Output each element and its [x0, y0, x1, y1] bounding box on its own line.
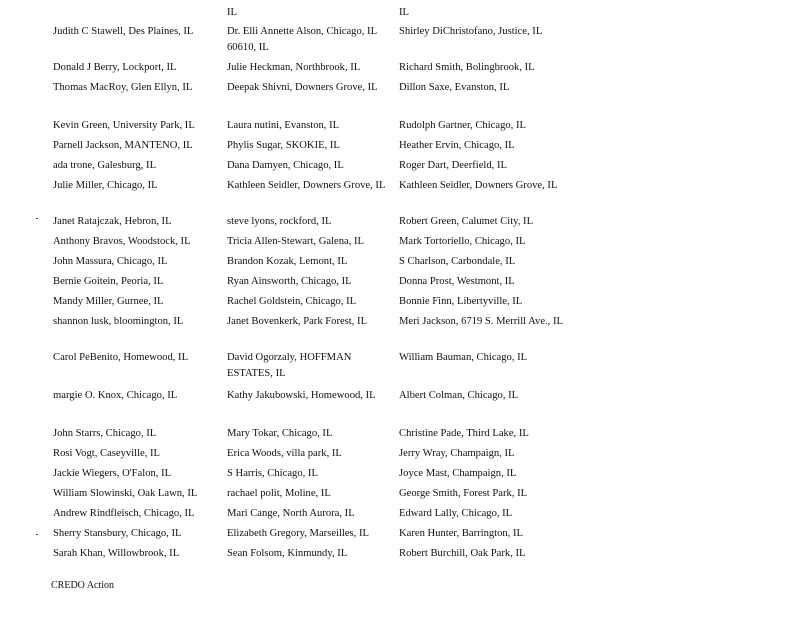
table-cell: Rudolph Gartner, Chicago, IL [399, 120, 526, 131]
table-cell: Elizabeth Gregory, Marseilles, IL [227, 528, 369, 539]
table-cell: Sarah Khan, Willowbrook, IL [53, 548, 180, 559]
table-cell: Albert Colman, Chicago, IL [399, 390, 519, 401]
table-cell: shannon lusk, bloomington, IL [53, 316, 184, 327]
table-cell: George Smith, Forest Park, IL [399, 488, 528, 499]
table-cell: steve lyons, rockford, IL [227, 216, 332, 227]
table-cell: Janet Ratajczak, Hebron, IL [53, 216, 172, 227]
table-cell: Brandon Kozak, Lemont, IL [227, 256, 348, 267]
table-cell: IL [399, 7, 409, 18]
table-cell: Kevin Green, University Park, IL [53, 120, 195, 131]
table-cell: Richard Smith, Bolingbrook, IL [399, 62, 535, 73]
table-cell: Judith C Stawell, Des Plaines, IL [53, 26, 194, 37]
table-cell: rachael polit, Moline, IL [227, 488, 331, 499]
table-cell: Anthony Bravos, Woodstock, IL [53, 236, 191, 247]
table-cell: Bernie Goitein, Peoria, IL [53, 276, 164, 287]
table-cell: Jackie Wiegers, O'Falon, IL [53, 468, 172, 479]
table-cell: Ryan Ainsworth, Chicago, IL [227, 276, 352, 287]
table-cell: IL [227, 7, 237, 18]
table-cell: Karen Hunter, Barrington, IL [399, 528, 524, 539]
table-cell: Donna Prost, Westmont, IL [399, 276, 515, 287]
table-cell: S Charlson, Carbondale, IL [399, 256, 516, 267]
table-cell: Phylis Sugar, SKOKIE, IL [227, 140, 340, 151]
table-cell: margie O. Knox, Chicago, IL [53, 390, 178, 401]
table-cell: Sean Folsom, Kinmundy, IL [227, 548, 348, 559]
table-cell: Shirley DiChristofano, Justice, IL [399, 26, 543, 37]
table-cell: Mari Cange, North Aurora, IL [227, 508, 355, 519]
table-cell: Kathleen Seidler, Downers Grove, IL [227, 180, 386, 191]
table-cell: Dr. Elli Annette Alson, Chicago, IL 60610, IL [227, 26, 377, 53]
table-cell: Jerry Wray, Champaign, IL [399, 448, 515, 459]
table-cell: Dana Damyen, Chicago, IL [227, 160, 344, 171]
table-cell: Kathleen Seidler, Downers Grove, IL [399, 180, 558, 191]
table-cell: Christine Pade, Third Lake, IL [399, 428, 529, 439]
table-cell: Julie Heckman, Northbrook, IL [227, 62, 361, 73]
table-cell: Carol PeBenito, Homewood, IL [53, 352, 189, 363]
table-cell: Tricia Allen-Stewart, Galena, IL [227, 236, 364, 247]
table-cell: Donald J Berry, Lockport, IL [53, 62, 177, 73]
table-cell: Heather Ervin, Chicago, IL [399, 140, 515, 151]
table-cell: Roger Dart, Deerfield, IL [399, 160, 507, 171]
table-cell: Dillon Saxe, Evanston, IL [399, 82, 510, 93]
table-cell: Joyce Mast, Champaign, IL [399, 468, 517, 479]
table-cell: Julie Miller, Chicago, IL [53, 180, 158, 191]
table-cell: Meri Jackson, 6719 S. Merrill Ave., IL [399, 316, 563, 327]
table-cell: Edward Lally, Chicago, IL [399, 508, 513, 519]
table-cell: Kathy Jakubowski, Homewood, IL [227, 390, 376, 401]
margin-mark [36, 218, 38, 219]
table-cell: John Massura, Chicago, IL [53, 256, 168, 267]
table-cell: William Slowinski, Oak Lawn, IL [53, 488, 198, 499]
table-cell: Robert Green, Calumet City, IL [399, 216, 534, 227]
table-cell: William Bauman, Chicago, IL [399, 352, 528, 363]
table-cell: S Harris, Chicago, IL [227, 468, 318, 479]
table-cell: Sherry Stansbury, Chicago, IL [53, 528, 182, 539]
table-cell: Bonnie Finn, Libertyville, IL [399, 296, 523, 307]
table-cell: Andrew Rindfleisch, Chicago, IL [53, 508, 195, 519]
footer-text: CREDO Action [51, 580, 115, 591]
table-cell: Thomas MacRoy, Glen Ellyn, IL [53, 82, 193, 93]
table-cell: Janet Bovenkerk, Park Forest, IL [227, 316, 368, 327]
table-cell: Erica Woods, villa park, IL [227, 448, 342, 459]
table-cell: Rachel Goldstein, Chicago, IL [227, 296, 357, 307]
table-cell: Parnell Jackson, MANTENO, IL [53, 140, 193, 151]
table-cell: Rosi Vogt, Caseyville, IL [53, 448, 161, 459]
table-cell: Mandy Miller, Gurnee, IL [53, 296, 164, 307]
table-cell: ada trone, Galesburg, IL [53, 160, 157, 171]
margin-mark [36, 534, 38, 535]
table-cell: Laura nutini, Evanston, IL [227, 120, 340, 131]
table-cell: Robert Burchill, Oak Park, IL [399, 548, 526, 559]
table-cell: Deepak Shivni, Downers Grove, IL [227, 82, 378, 93]
table-cell: Mark Tortoriello, Chicago, IL [399, 236, 526, 247]
table-cell: John Starrs, Chicago, IL [53, 428, 157, 439]
table-cell: Mary Tokar, Chicago, IL [227, 428, 333, 439]
table-cell: David Ogorzaly, HOFFMAN ESTATES, IL [227, 352, 352, 379]
